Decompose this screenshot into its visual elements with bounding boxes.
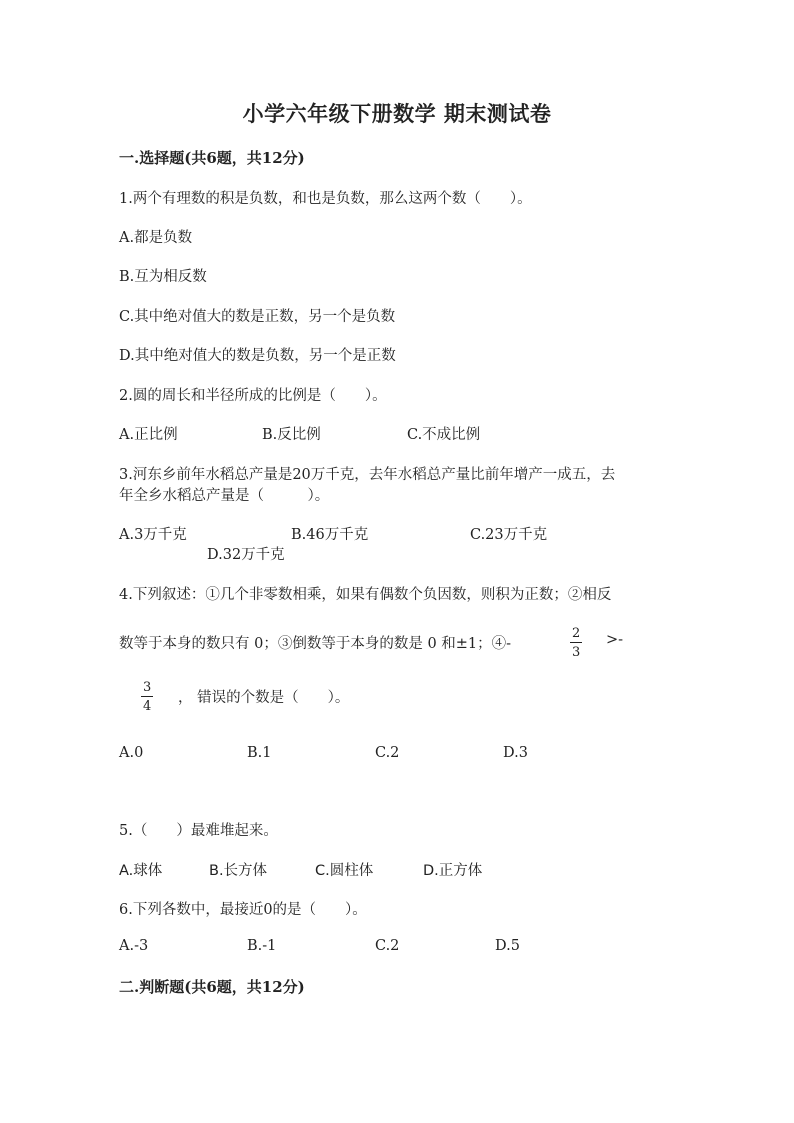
- question-2-stem: 2.圆的周长和半径所成的比例是（ ）。: [119, 388, 387, 404]
- question-6-option-d: D.5: [495, 938, 520, 954]
- fraction-two-thirds: [570, 627, 582, 659]
- question-4-option-c: C.2: [375, 745, 400, 761]
- question-4-stem-line1: 4.下列叙述：①几个非零数相乘，如果有偶数个负因数，则积为正数；②相反: [119, 587, 612, 603]
- question-5-option-a: A.球体: [119, 863, 163, 879]
- question-6-option-b: B.-1: [247, 938, 277, 954]
- question-4-option-b: B.1: [247, 745, 272, 761]
- question-6-option-a: A.-3: [119, 938, 149, 954]
- question-6-option-c: C.2: [375, 938, 400, 954]
- question-5-option-d: D.正方体: [423, 863, 483, 879]
- question-3-option-c: C.23万千克: [470, 527, 548, 543]
- question-4-option-d: D.3: [503, 745, 528, 761]
- question-3-option-b: B.46万千克: [291, 527, 369, 543]
- fraction-denominator: 4: [143, 699, 152, 714]
- fraction-denominator: 3: [572, 645, 581, 660]
- fraction-numerator: 3: [143, 680, 152, 695]
- fraction-numerator: 2: [572, 626, 581, 641]
- section-heading-multiple-choice: 一.选择题(共6题，共12分): [119, 149, 305, 167]
- question-5-stem: 5.（ ）最难堆起来。: [119, 823, 278, 839]
- question-3-stem-line2: 年全乡水稻总产量是（ ）。: [119, 488, 330, 504]
- question-2-option-a: A.正比例: [119, 427, 178, 443]
- question-1-option-a: A.都是负数: [119, 230, 193, 246]
- question-1-option-d: D.其中绝对值大的数是负数，另一个是正数: [119, 348, 396, 364]
- greater-than-negative-sign: >-: [606, 632, 624, 648]
- section-heading-true-false: 二.判断题(共6题，共12分): [119, 978, 305, 996]
- question-3-option-d: D.32万千克: [207, 547, 285, 563]
- question-3-stem-line1: 3.河东乡前年水稻总产量是20万千克，去年水稻总产量比前年增产一成五，去: [119, 467, 616, 483]
- question-1-stem: 1.两个有理数的积是负数，和也是负数，那么这两个数（ ）。: [119, 191, 532, 207]
- question-4-stem-line2: 数等于本身的数只有 0；③倒数等于本身的数是 0 和±1；④-: [119, 636, 512, 652]
- question-5-option-c: C.圆柱体: [315, 863, 374, 879]
- question-3-option-a: A.3万千克: [119, 527, 187, 543]
- question-1-option-c: C.其中绝对值大的数是正数，另一个是负数: [119, 309, 396, 325]
- page-title: 小学六年级下册数学 期末测试卷: [242, 101, 552, 126]
- question-2-option-b: B.反比例: [262, 427, 321, 443]
- fraction-three-quarters: [141, 681, 153, 713]
- question-6-stem: 6.下列各数中，最接近0的是（ ）。: [119, 902, 367, 918]
- question-2-option-c: C.不成比例: [407, 427, 481, 443]
- question-4-option-a: A.0: [119, 745, 144, 761]
- question-5-option-b: B.长方体: [209, 863, 268, 879]
- question-4-stem-line3: ， 错误的个数是（ ）。: [178, 690, 350, 706]
- question-1-option-b: B.互为相反数: [119, 269, 207, 285]
